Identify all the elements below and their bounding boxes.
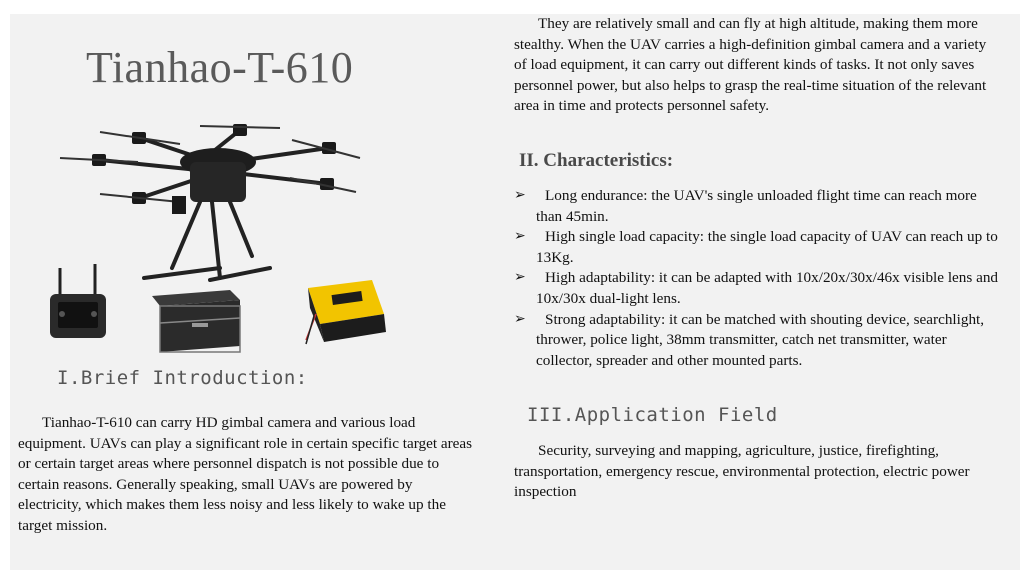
characteristics-list — [514, 186, 1004, 371]
list-item — [514, 310, 1004, 372]
battery-pack-icon — [306, 280, 386, 344]
intro-heading: I.Brief Introduction: — [57, 367, 308, 389]
application-paragraph — [514, 441, 1004, 503]
application-heading: III.Application Field — [527, 404, 778, 426]
application-body: Security, surveying and mapping, agriculture, justice, firefighting, transportation, emergency rescue, environmental protection, electric power inspection — [514, 442, 970, 501]
intro-continued-body: They are relatively small and can fly at high altitude, making them more stealthy. When the UAV carries a high-definition gimbal camera and a variety of load equipment, it can carry out different kinds of tasks. It not only saves personnel power, but also helps to grasp the real-time situation of the relevant area in time and protects personnel safety. — [514, 15, 987, 115]
list-item — [514, 227, 1004, 268]
intro-continued-paragraph — [514, 14, 994, 117]
intro-body: Tianhao-T-610 can carry HD gimbal camera and various load equipment. UAVs can play a significant role in certain specific target areas or certain target areas where personnel dispatch is not possible due to certain reasons. Generally speaking, small UAVs are powered by electricity, which makes them less noisy and less likely to wake up the target mission. — [18, 414, 473, 534]
remote-controller-icon — [50, 264, 106, 338]
list-item — [514, 268, 1004, 309]
characteristic-text: Strong adaptability: it can be matched with shouting device, searchlight, thrower, police light, 38mm transmitter, catch net transmitter, water collector, spreader and other mounted parts. — [536, 310, 985, 369]
hexacopter-drone-icon — [60, 124, 360, 280]
product-images — [40, 118, 420, 368]
arrowhead-bullet-icon: ➢ — [514, 270, 526, 286]
characteristics-heading: II. Characteristics: — [519, 150, 674, 171]
list-item — [514, 186, 1004, 227]
arrowhead-bullet-icon: ➢ — [514, 311, 526, 327]
characteristic-text: High adaptability: it can be adapted with 10x/20x/30x/46x visible lens and 10x/30x dual-light lens. — [536, 269, 999, 307]
carrying-case-icon — [152, 290, 240, 352]
arrowhead-bullet-icon: ➢ — [514, 229, 526, 245]
characteristic-text: Long endurance: the UAV's single unloaded flight time can reach more than 45min. — [536, 187, 977, 225]
characteristic-text: High single load capacity: the single load capacity of UAV can reach up to 13Kg. — [536, 228, 998, 266]
intro-paragraph — [18, 413, 476, 537]
arrowhead-bullet-icon: ➢ — [514, 188, 526, 203]
slide-title: Tianhao-T-610 — [86, 43, 354, 92]
